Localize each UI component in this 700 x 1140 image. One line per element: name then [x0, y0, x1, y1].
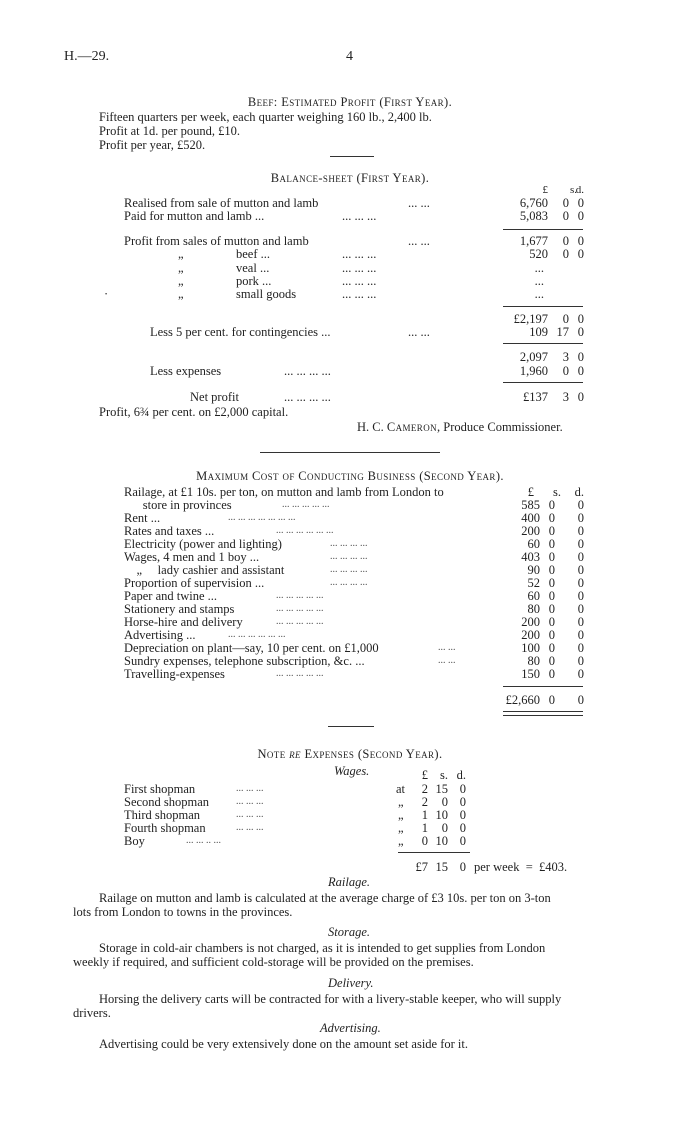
pence-value: 0: [577, 247, 584, 261]
shillings-value: 0: [548, 667, 555, 681]
rate-marker: at: [396, 782, 406, 796]
pence-value: 0: [577, 498, 584, 512]
pence-column-head: d.: [574, 485, 584, 499]
wage-row-label: First shopman: [124, 782, 196, 796]
wage-row-label: Fourth shopman: [124, 821, 206, 835]
railage-heading: Railage.: [328, 875, 371, 889]
leader-dots: ... ... ...: [342, 274, 377, 288]
leader-dots: ... ... ... ...: [330, 551, 368, 562]
pence-value: 0: [577, 550, 584, 564]
beef-profit-line: Profit per year, £520.: [99, 138, 206, 152]
pounds-value: 1,677: [519, 234, 548, 248]
shillings-value: 0: [562, 234, 569, 248]
cost-item-label: store in provinces: [124, 498, 232, 512]
pounds-value: ...: [534, 261, 544, 275]
shillings-value: 10: [435, 834, 448, 848]
shillings-value: 0: [441, 821, 448, 835]
pence-value: 0: [459, 782, 466, 796]
pence-value: 0: [577, 628, 584, 642]
shillings-value: 0: [548, 524, 555, 538]
beef-profit-title: Beef: Estimated Profit (First Year).: [247, 95, 453, 109]
leader-dots: ... ...: [408, 196, 430, 210]
leader-dots: ... ... ... ... ...: [282, 499, 330, 510]
pence-value: 0: [459, 834, 466, 848]
leader-dots: ... ...: [408, 234, 430, 248]
ditto-mark: „: [178, 274, 184, 288]
pounds-value: 403: [521, 550, 540, 564]
pounds-value: 2: [421, 782, 428, 796]
beef-profit-line: Profit at 1d. per pound, £10.: [99, 124, 240, 138]
rate-marker: „: [398, 834, 404, 848]
cost-item-label: Advertising ...: [124, 628, 196, 642]
pounds-value: 100: [521, 641, 540, 655]
cost-item-label: „ lady cashier and assistant: [124, 563, 285, 577]
shillings-value: 0: [548, 498, 555, 512]
pounds-value: 1: [421, 808, 428, 822]
weekly-total-annual: per week = £403.: [474, 860, 568, 874]
section-divider: [328, 726, 374, 727]
pounds-value: £2,197: [513, 312, 548, 326]
pounds-value: £137: [523, 390, 548, 404]
pounds-column-head: £: [542, 184, 548, 196]
leader-dots: ... ... ... ...: [330, 564, 368, 575]
pounds-value: 2: [421, 795, 428, 809]
balance-row-label: Paid for mutton and lamb ...: [124, 209, 265, 223]
shillings-column-head: s.: [440, 768, 448, 782]
balance-row-label: Realised from sale of mutton and lamb: [124, 196, 319, 210]
document-reference: H.—29.: [64, 49, 110, 64]
pence-value: 0: [577, 350, 584, 364]
storage-heading: Storage.: [328, 925, 371, 939]
leader-dots: ... ... ... ...: [284, 364, 331, 378]
shillings-column-head: s.: [553, 485, 561, 499]
total-pounds: £2,660: [505, 693, 540, 707]
weekly-total-pounds: £7: [415, 860, 428, 874]
pounds-value: 6,760: [519, 196, 548, 210]
pence-value: 0: [577, 563, 584, 577]
balance-row-label: Profit from sales of mutton and lamb: [124, 234, 309, 248]
leader-dots: ... ... ... ...: [330, 538, 368, 549]
shillings-value: 0: [562, 364, 569, 378]
pounds-value: 0: [421, 834, 428, 848]
cost-item-label: Paper and twine ...: [124, 589, 218, 603]
rate-marker: „: [398, 795, 404, 809]
shillings-value: 0: [548, 589, 555, 603]
sum-rule: [503, 229, 583, 230]
pounds-value: 585: [521, 498, 540, 512]
pence-value: 0: [459, 795, 466, 809]
shillings-value: 0: [548, 511, 555, 525]
shillings-value: 0: [548, 563, 555, 577]
sum-rule: [503, 306, 583, 307]
cost-item-label: Railage, at £1 10s. per ton, on mutton and lamb from London to: [124, 485, 444, 499]
cost-item-label: Travelling-expenses: [124, 667, 225, 681]
balance-sheet-title: Balance-sheet (First Year).: [270, 171, 430, 185]
leader-dots: ... ... ... ... ... ... ...: [228, 512, 296, 523]
railage-paragraph-cont: lots from London to towns in the provinces.: [73, 905, 293, 919]
shillings-value: 0: [548, 576, 555, 590]
pence-value: 0: [577, 524, 584, 538]
pounds-value: 90: [527, 563, 540, 577]
railage-paragraph: Railage on mutton and lamb is calculated at the average charge of £3 10s. per ton on 3-ton: [99, 891, 551, 905]
cost-item-label: Sundry expenses, telephone subscription, &c. ...: [124, 654, 365, 668]
pounds-value: 60: [527, 589, 540, 603]
total-shillings: 0: [548, 693, 555, 707]
cost-item-label: Wages, 4 men and 1 boy ...: [124, 550, 260, 564]
max-cost-title: Maximum Cost of Conducting Business (Second Year).: [196, 469, 504, 483]
page-number: 4: [346, 49, 353, 64]
pence-value: 0: [577, 312, 584, 326]
leader-dots: ... ... ... ... ...: [276, 603, 324, 614]
balance-row-label: Less 5 per cent. for contingencies ...: [150, 325, 331, 339]
pounds-value: 109: [529, 325, 548, 339]
delivery-paragraph: Horsing the delivery carts will be contracted for with a livery-stable keeper, who will supply: [99, 992, 562, 1006]
leader-dots: ... ... ... ... ...: [276, 616, 324, 627]
pence-value: 0: [459, 821, 466, 835]
pounds-value: 400: [521, 511, 540, 525]
cost-item-label: Depreciation on plant—say, 10 per cent. on £1,000: [124, 641, 379, 655]
shillings-value: 3: [562, 390, 569, 404]
cost-item-label: Proportion of supervision ...: [124, 576, 265, 590]
wage-row-label: Second shopman: [124, 795, 210, 809]
pence-value: 0: [577, 209, 584, 223]
pounds-value: 200: [521, 524, 540, 538]
leader-dots: ... ... ... ... ...: [276, 668, 324, 679]
balance-row-label: pork ...: [236, 274, 272, 288]
shillings-value: 0: [548, 628, 555, 642]
balance-row-label: beef ...: [236, 247, 271, 261]
pounds-value: 2,097: [519, 350, 548, 364]
shillings-value: 0: [562, 312, 569, 326]
shillings-value: 0: [548, 641, 555, 655]
pence-value: 0: [577, 196, 584, 210]
cost-item-label: Rates and taxes ...: [124, 524, 215, 538]
leader-dots: ... ... ...: [236, 809, 264, 820]
delivery-paragraph-cont: drivers.: [73, 1006, 111, 1020]
pounds-value: 200: [521, 628, 540, 642]
shillings-value: 0: [562, 196, 569, 210]
pence-value: 0: [577, 537, 584, 551]
total-pence: 0: [577, 693, 584, 707]
storage-paragraph: Storage in cold-air chambers is not charged, as it is intended to get supplies from London: [99, 941, 546, 955]
pence-value: 0: [577, 667, 584, 681]
ditto-mark: „: [178, 287, 184, 301]
pence-value: 0: [577, 234, 584, 248]
balance-row-label: small goods: [236, 287, 297, 301]
shillings-value: 0: [548, 615, 555, 629]
pence-column-head: d.: [575, 184, 584, 196]
leader-dots: ... ... ... ... ... ...: [276, 525, 334, 536]
pounds-value: 5,083: [519, 209, 548, 223]
pence-value: 0: [577, 602, 584, 616]
pence-value: 0: [577, 511, 584, 525]
pence-value: 0: [577, 390, 584, 404]
leader-dots: ... ... ...: [236, 822, 264, 833]
leader-dots: ... ...: [438, 655, 456, 666]
leader-dots: ... ... .. ...: [186, 835, 221, 846]
pence-value: 0: [459, 808, 466, 822]
advertising-paragraph: Advertising could be very extensively done on the amount set aside for it.: [99, 1037, 469, 1051]
pounds-value: 1: [421, 821, 428, 835]
sum-rule: [503, 686, 583, 687]
shillings-value: 17: [556, 325, 569, 339]
storage-paragraph-cont: weekly if required, and sufficient cold-storage will be provided on the premises.: [73, 955, 474, 969]
leader-dots: ... ...: [408, 325, 430, 339]
shillings-value: 0: [562, 209, 569, 223]
pounds-value: 200: [521, 615, 540, 629]
rate-marker: „: [398, 821, 404, 835]
pounds-value: 150: [521, 667, 540, 681]
section-divider: [260, 452, 440, 453]
leader-dots: ... ... ...: [236, 796, 264, 807]
shillings-column-head: s.: [569, 184, 577, 196]
pence-column-head: d.: [456, 768, 466, 782]
shillings-value: 0: [548, 654, 555, 668]
section-divider: [330, 156, 374, 157]
shillings-value: 15: [435, 782, 448, 796]
profit-percentage-note: Profit, 6¾ per cent. on £2,000 capital.: [99, 405, 289, 419]
wages-heading: Wages.: [334, 764, 370, 778]
pence-value: 0: [577, 615, 584, 629]
sum-rule: [398, 852, 470, 853]
leader-dots: ... ...: [438, 642, 456, 653]
pounds-value: 80: [527, 654, 540, 668]
signature: H. C. Cameron, Produce Commissioner.: [357, 420, 563, 434]
pounds-column-head: £: [527, 485, 534, 499]
cost-item-label: Electricity (power and lighting): [124, 537, 282, 551]
cost-item-label: Horse-hire and delivery: [124, 615, 243, 629]
pence-value: 0: [577, 641, 584, 655]
shillings-value: 0: [548, 550, 555, 564]
margin-mark: ·: [104, 287, 109, 301]
pence-value: 0: [577, 654, 584, 668]
weekly-total-pence: 0: [459, 860, 466, 874]
pounds-value: ...: [534, 287, 544, 301]
sum-rule: [503, 343, 583, 344]
leader-dots: ... ... ...: [342, 209, 377, 223]
pounds-value: 80: [527, 602, 540, 616]
rate-marker: „: [398, 808, 404, 822]
total-double-rule: [503, 711, 583, 716]
leader-dots: ... ... ...: [342, 287, 377, 301]
shillings-value: 10: [435, 808, 448, 822]
balance-row-label: Less expenses: [150, 364, 222, 378]
leader-dots: ... ... ...: [236, 783, 264, 794]
leader-dots: ... ... ...: [342, 247, 377, 261]
shillings-value: 0: [548, 602, 555, 616]
leader-dots: ... ... ... ... ...: [276, 590, 324, 601]
shillings-value: 3: [562, 350, 569, 364]
shillings-value: 0: [548, 537, 555, 551]
pounds-value: 1,960: [519, 364, 548, 378]
advertising-heading: Advertising.: [320, 1021, 381, 1035]
pence-value: 0: [577, 576, 584, 590]
ditto-mark: „: [178, 261, 184, 275]
cost-item-label: Rent ...: [124, 511, 161, 525]
beef-profit-line: Fifteen quarters per week, each quarter weighing 160 lb., 2,400 lb.: [99, 110, 432, 124]
balance-row-label: veal ...: [236, 261, 270, 275]
pounds-value: 60: [527, 537, 540, 551]
pence-value: 0: [577, 589, 584, 603]
pounds-value: ...: [534, 274, 544, 288]
shillings-value: 0: [562, 247, 569, 261]
leader-dots: ... ... ... ... ... ...: [228, 629, 286, 640]
pence-value: 0: [577, 325, 584, 339]
pounds-value: 520: [529, 247, 548, 261]
weekly-total-shillings: 15: [435, 860, 448, 874]
pounds-column-head: £: [421, 768, 428, 782]
delivery-heading: Delivery.: [328, 976, 374, 990]
cost-item-label: Stationery and stamps: [124, 602, 235, 616]
balance-row-label: Net profit: [190, 390, 239, 404]
expenses-note-title: Note re Expenses (Second Year).: [257, 747, 443, 761]
ditto-mark: „: [178, 247, 184, 261]
sum-rule: [503, 382, 583, 383]
leader-dots: ... ... ... ...: [284, 390, 331, 404]
leader-dots: ... ... ... ...: [330, 577, 368, 588]
shillings-value: 0: [441, 795, 448, 809]
leader-dots: ... ... ...: [342, 261, 377, 275]
pounds-value: 52: [527, 576, 540, 590]
wage-row-label: Third shopman: [124, 808, 201, 822]
wage-row-label: Boy: [124, 834, 145, 848]
pence-value: 0: [577, 364, 584, 378]
